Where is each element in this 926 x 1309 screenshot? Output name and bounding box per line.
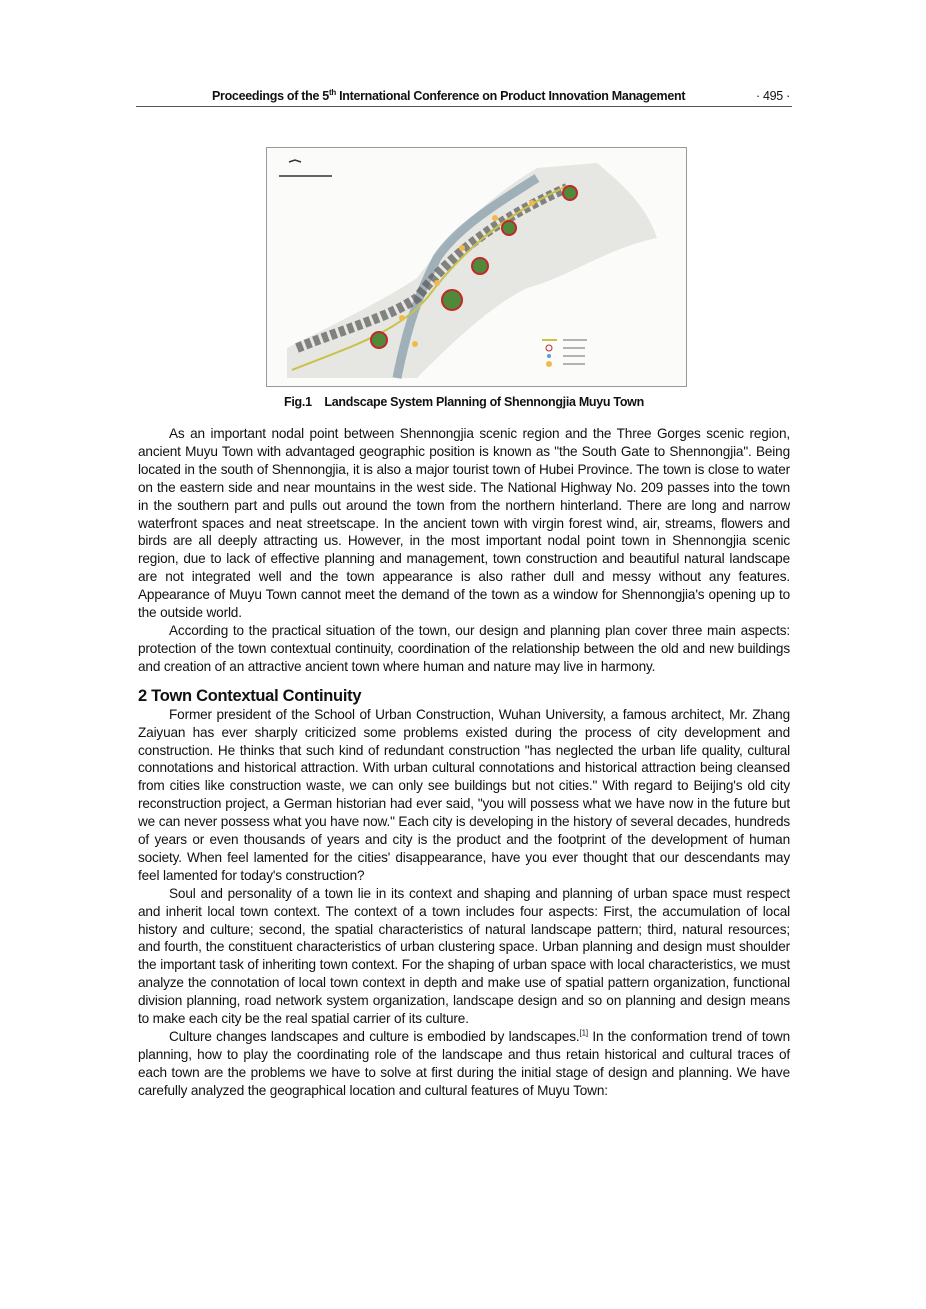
page-number: · 495 · xyxy=(755,89,790,103)
paragraph: As an important nodal point between Shennongjia scenic region and the Three Gorges scenic region, ancient Muyu Town with advantaged geographic position is known as "the South Gate to Shennongjia". Being located in the south of Shennongjia, it is also a major tourist town of Hubei Province. The town is close to water on the eastern side and near mountains in the west side. The National Highway No. 209 passes into the town in the southern part and pulls out around the town from the northern hinterland. There are long and narrow waterfront spaces and neat streetscape. In the ancient town with virgin forest wind, air, streams, flowers and birds are all deeply attracting us. However, in the most important nodal point town in Shennongjia scenic region, due to lack of effective planning and management, town construction and beautiful natural landscape are not integrated well and the town appearance is also rather dull and messy without any features. Appearance of Muyu Town cannot meet the demand of the town as a window for Shennongjia's opening up to the outside world. xyxy=(138,426,790,621)
town-hillside xyxy=(287,163,657,378)
section-heading: 2 Town Contextual Continuity xyxy=(138,686,362,705)
legend xyxy=(542,340,587,367)
proceedings-title: Proceedings of the 5th International Conference on Product Innovation Management xyxy=(212,87,686,103)
scale-bar xyxy=(279,160,332,176)
paragraph: Former president of the School of Urban Construction, Wuhan University, a famous architect, Mr. Zhang Zaiyuan has ever sharply criticized some problems existed during the process of city development and construction. He thinks that such kind of redundant construction "has neglected the urban life quality, cultural connotations and historical attraction. With urban cultural connotations and historical attraction being cleansed from cities like construction waste, we can only see buildings but not cities." With regard to Beijing's old city reconstruction project, a German historian had ever said, "you will possess what we have now in the future but we can never possess what you have now." Each city is developing in the history of several decades, hundreds of years or even thousands of years and city is the product and the footprint of the development of human society. When feel lamented for the cities' disappearance, have you ever thought that our descendants may feel lamented for today's construction? xyxy=(138,706,790,883)
running-header xyxy=(136,88,792,107)
body-text xyxy=(138,425,790,1100)
figure-caption: Fig.1 Landscape System Planning of Shennongjia Muyu Town xyxy=(284,395,644,409)
landscape-plan-figure xyxy=(266,147,687,387)
paragraph: Culture changes landscapes and culture is embodied by landscapes.[1] In the conformation trend of town planning, how to play the coordinating role of the landscape and thus retain historical and cultural traces of each town are the problems we have to solve at first during the initial stage of design and planning. We have carefully analyzed the geographical location and cultural features of Muyu Town: xyxy=(138,1028,790,1098)
paragraph: According to the practical situation of the town, our design and planning plan cover three main aspects: protection of the town contextual continuity, coordination of the relationship between the old and new buildings and creation of an attractive ancient town where human and nature may live in harmony. xyxy=(138,622,790,674)
paragraph: Soul and personality of a town lie in its context and shaping and planning of urban space must respect and inherit local town context. The context of a town includes four aspects: First, the accumulation of local history and culture; second, the spatial characteristics of natural landscape pattern; third, natural resources; and fourth, the constituent characteristics of urban clustering space. Urban planning and design must shoulder the important task of inheriting town context. For the shaping of urban space with local characteristics, we must analyze the connotation of local town context in depth and make use of spatial pattern organization, functional division planning, road network system organization, landscape design and so on planning and design means to make each city be the real spatial carrier of its culture. xyxy=(138,885,790,1027)
citation-ref: [1] xyxy=(579,1028,588,1038)
